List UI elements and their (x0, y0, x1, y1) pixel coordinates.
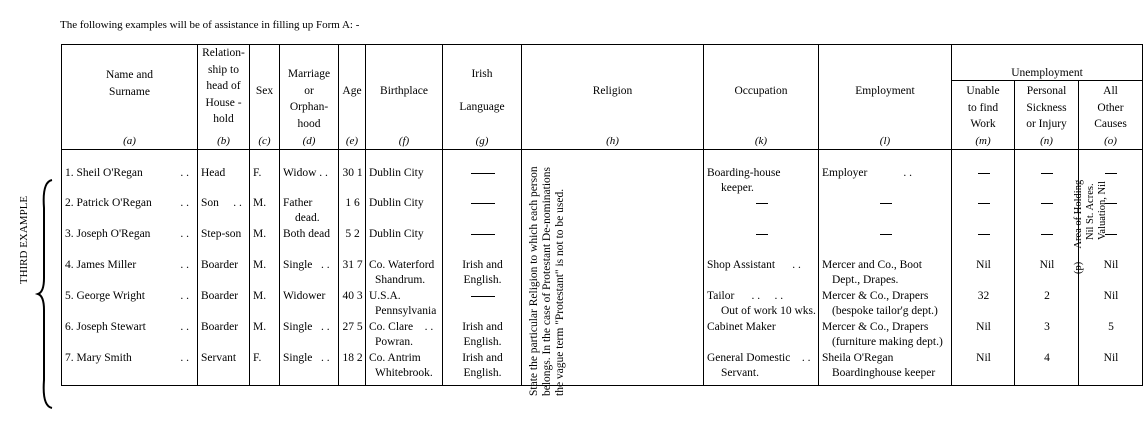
person-other-causes: 5 (1079, 319, 1143, 350)
holding-letter: (p) (1073, 261, 1084, 274)
letter-e: (e) (339, 133, 366, 150)
dash-mark (1041, 234, 1053, 235)
person-relationship: Boarder (198, 257, 250, 288)
person-unable-work (952, 195, 1015, 226)
person-birthplace: Co. Waterford Shandrum. (366, 257, 443, 288)
dash-mark (471, 203, 495, 204)
dash-mark (1105, 173, 1117, 174)
column-letters-row (62, 133, 1143, 150)
person-employment: Mercer and Co., Boot Dept., Drapes. (819, 257, 952, 288)
person-irish-language (443, 226, 522, 257)
person-employment: Mercer & Co., Drapers (bespoke tailor'g dept.) (819, 288, 952, 319)
person-other-causes (1079, 195, 1143, 226)
person-marriage: Single . . (280, 350, 339, 386)
header-name: Name and Surname (62, 45, 198, 133)
person-employment: Employer . . (819, 150, 952, 196)
person-occupation: Cabinet Maker (704, 319, 819, 350)
intro-text: The following examples will be of assistance in filling up Form A: - (60, 19, 360, 31)
person-sickness: 4 (1015, 350, 1079, 386)
example-label: THIRD EXAMPLE (18, 195, 30, 285)
dash-mark (756, 203, 768, 204)
holding-line-1: Area of Holding (1073, 179, 1084, 249)
person-age: 40 3 (339, 288, 366, 319)
dash-mark (978, 173, 990, 174)
dash-mark (1105, 234, 1117, 235)
dash-mark (978, 203, 990, 204)
letter-m: (m) (952, 133, 1015, 150)
person-birthplace: Dublin City (366, 150, 443, 196)
person-unable-work (952, 226, 1015, 257)
header-irish-language: Irish Language (443, 45, 522, 133)
person-unable-work: Nil (952, 257, 1015, 288)
person-occupation (704, 195, 819, 226)
person-birthplace: Dublin City (366, 226, 443, 257)
person-marriage: Single . . (280, 257, 339, 288)
person-irish-language (443, 195, 522, 226)
dash-mark (1105, 203, 1117, 204)
person-occupation: Boarding-house keeper. (704, 150, 819, 196)
person-occupation (704, 226, 819, 257)
letter-l: (l) (819, 133, 952, 150)
header-marriage: Marriage or Orphan- hood (280, 45, 339, 133)
person-age: 30 1 (339, 150, 366, 196)
religion-instruction: State the particular Religion to which each person belongs. In the case of Protestant De-nominations the vague term "Protestant" is not to be used. (528, 166, 566, 396)
person-sickness: 3 (1015, 319, 1079, 350)
table-row (62, 150, 1143, 196)
header-sex: Sex (250, 45, 280, 133)
holding-line-3: Valuation, Nil (1097, 181, 1108, 240)
person-relationship: Boarder (198, 319, 250, 350)
person-unable-work (952, 150, 1015, 196)
person-other-causes (1079, 150, 1143, 196)
person-sex: F. (250, 350, 280, 386)
person-age: 1 6 (339, 195, 366, 226)
person-sex: F. (250, 150, 280, 196)
person-birthplace: Co. Antrim Whitebrook. (366, 350, 443, 386)
dash-mark (1041, 173, 1053, 174)
dash-mark (471, 296, 495, 297)
person-rows (62, 150, 1143, 396)
letter-h: (h) (522, 133, 704, 150)
person-occupation: General Domestic . . Servant. (704, 350, 819, 386)
dash-mark (1041, 203, 1053, 204)
person-other-causes: Nil (1079, 257, 1143, 288)
person-age: 5 2 (339, 226, 366, 257)
person-employment (819, 226, 952, 257)
dash-mark (471, 234, 495, 235)
person-irish-language: Irish and English. (443, 350, 522, 386)
letter-n: (n) (1015, 133, 1079, 150)
person-sickness (1015, 226, 1079, 257)
dash-mark (880, 234, 892, 235)
person-age: 27 5 (339, 319, 366, 350)
person-birthplace: Dublin City (366, 195, 443, 226)
person-sickness (1015, 195, 1079, 226)
header-occupation: Occupation (704, 45, 819, 133)
person-name: 5. George Wright . . (62, 288, 198, 319)
person-birthplace: U.S.A. Pennsylvania (366, 288, 443, 319)
person-birthplace: Co. Clare . . Powran. (366, 319, 443, 350)
person-age: 31 7 (339, 257, 366, 288)
letter-c: (c) (250, 133, 280, 150)
person-employment: Mercer & Co., Drapers (furniture making dept.) (819, 319, 952, 350)
person-sex: M. (250, 257, 280, 288)
person-marriage: Father dead. (280, 195, 339, 226)
person-unable-work: 32 (952, 288, 1015, 319)
header-relationship: Relation- ship to head of House - hold (198, 45, 250, 133)
person-irish-language (443, 150, 522, 196)
person-marriage: Single . . (280, 319, 339, 350)
person-name: 6. Joseph Stewart . . (62, 319, 198, 350)
person-relationship: Head (198, 150, 250, 196)
header-religion: Religion (522, 45, 704, 133)
person-sickness: 2 (1015, 288, 1079, 319)
person-employment: Sheila O'Regan Boardinghouse keeper (819, 350, 952, 386)
person-unable-work: Nil (952, 350, 1015, 386)
person-occupation: Shop Assistant . . (704, 257, 819, 288)
person-irish-language: Irish and English. (443, 319, 522, 350)
person-sex: M. (250, 319, 280, 350)
brace-icon (36, 178, 54, 410)
person-other-causes: Nil (1079, 288, 1143, 319)
holding-line-2: Nil St. Acres. (1085, 183, 1096, 240)
person-name: 2. Patrick O'Regan . . (62, 195, 198, 226)
person-employment (819, 195, 952, 226)
person-irish-language: Irish and English. (443, 257, 522, 288)
person-relationship: Servant (198, 350, 250, 386)
header-sickness-injury: Personal Sickness or Injury (1015, 81, 1079, 133)
person-name: 3. Joseph O'Regan . . (62, 226, 198, 257)
person-marriage: Widow . . (280, 150, 339, 196)
person-marriage: Both dead (280, 226, 339, 257)
header-other-causes: All Other Causes (1079, 81, 1143, 133)
person-religion (522, 150, 704, 396)
person-marriage: Widower (280, 288, 339, 319)
letter-f: (f) (366, 133, 443, 150)
letter-o: (o) (1079, 133, 1143, 150)
person-sickness (1015, 150, 1079, 196)
person-sex: M. (250, 195, 280, 226)
letter-b: (b) (198, 133, 250, 150)
header-unable-to-find-work: Unable to find Work (952, 81, 1015, 133)
dash-mark (978, 234, 990, 235)
letter-g: (g) (443, 133, 522, 150)
person-sex: M. (250, 226, 280, 257)
header-age: Age (339, 45, 366, 133)
dash-mark (880, 203, 892, 204)
person-sex: M. (250, 288, 280, 319)
census-table (61, 44, 1143, 396)
person-relationship: Boarder (198, 288, 250, 319)
letter-d: (d) (280, 133, 339, 150)
person-name: 4. James Miller . . (62, 257, 198, 288)
header-employment: Employment (819, 45, 952, 133)
person-other-causes: Nil (1079, 350, 1143, 386)
person-relationship: Step-son (198, 226, 250, 257)
person-relationship: Son . . (198, 195, 250, 226)
letter-a: (a) (62, 133, 198, 150)
person-other-causes (1079, 226, 1143, 257)
dash-mark (471, 173, 495, 174)
person-irish-language (443, 288, 522, 319)
dash-mark (756, 234, 768, 235)
person-name: 1. Sheil O'Regan . . (62, 150, 198, 196)
header-unemployment: Unemployment (952, 45, 1143, 81)
person-occupation: Tailor . . . . Out of work 10 wks. (704, 288, 819, 319)
letter-k: (k) (704, 133, 819, 150)
person-sickness: Nil (1015, 257, 1079, 288)
person-age: 18 2 (339, 350, 366, 386)
header-birthplace: Birthplace (366, 45, 443, 133)
person-unable-work: Nil (952, 319, 1015, 350)
person-name: 7. Mary Smith . . (62, 350, 198, 386)
